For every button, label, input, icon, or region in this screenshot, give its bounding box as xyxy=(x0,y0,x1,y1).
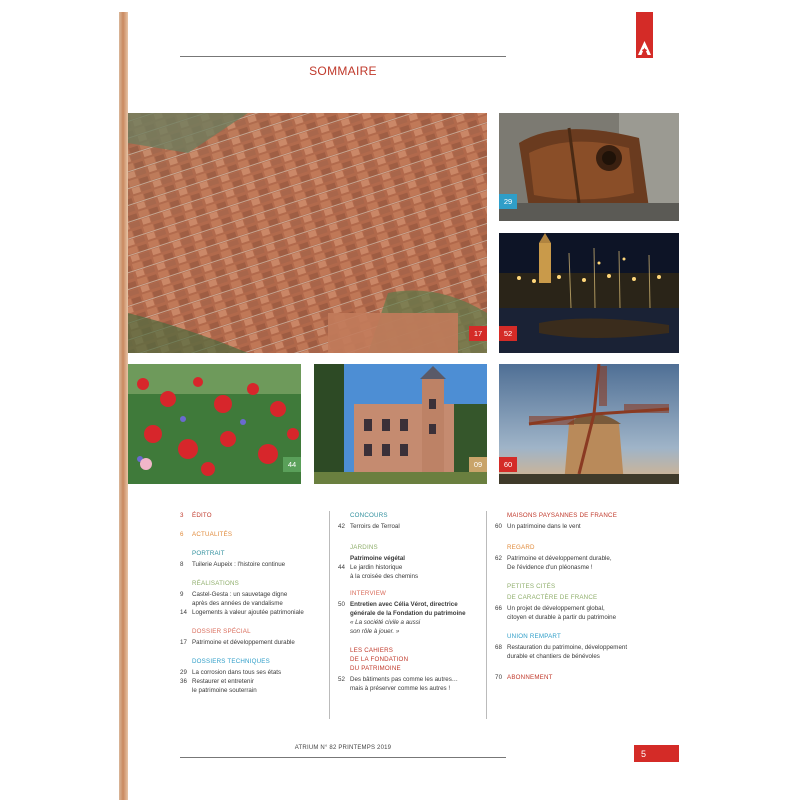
toc-section-label: DE LA FONDATION xyxy=(350,656,409,663)
toc-section-label: PETITES CITÉS xyxy=(507,583,556,590)
binding-spine xyxy=(119,12,128,800)
toc-entry-text: durable et chantiers de bénévoles xyxy=(507,653,600,660)
page-badge-09: 09 xyxy=(469,457,487,472)
toc-entry-text: Entretien avec Célia Vérot, directrice xyxy=(350,601,458,608)
toc-section-regard[interactable] xyxy=(495,543,635,572)
toc-column-3 xyxy=(495,511,635,690)
toc-page-number: 14 xyxy=(180,609,187,616)
toc-section-label: ACTUALITÉS xyxy=(192,531,233,538)
toc-entry-text: mais à préserver comme les autres ! xyxy=(350,685,451,692)
toc-page-number: 60 xyxy=(495,523,502,530)
page-badge-44: 44 xyxy=(283,457,301,472)
toc-section-petites-cites[interactable] xyxy=(495,582,635,622)
toc-section-portrait[interactable] xyxy=(180,549,310,569)
toc-page-number: 52 xyxy=(338,676,345,683)
toc-section-label: DOSSIER SPÉCIAL xyxy=(192,628,251,635)
toc-section-label: CONCOURS xyxy=(350,512,388,519)
toc-section-actualites[interactable] xyxy=(180,530,310,539)
toc-entry-text: Patrimoine et développement durable xyxy=(192,639,295,646)
toc-page-number: 6 xyxy=(180,531,184,538)
toc-page-number: 62 xyxy=(495,555,502,562)
toc-entry-text: « La société civile a aussi xyxy=(350,619,421,626)
top-rule xyxy=(180,56,506,57)
toc-page-number: 70 xyxy=(495,674,503,681)
toc-page-number: 66 xyxy=(495,605,502,612)
toc-page-number: 8 xyxy=(180,561,184,568)
page-badge-17: 17 xyxy=(469,326,487,341)
toc-entry-text: Un projet de développement global, xyxy=(507,605,605,612)
toc-section-label: JARDINS xyxy=(350,544,378,551)
photo-windmill xyxy=(499,364,679,484)
toc-section-label: PORTRAIT xyxy=(192,550,225,557)
page-badge-52: 52 xyxy=(499,326,517,341)
photo-castle xyxy=(314,364,487,484)
toc-page-number: 29 xyxy=(180,669,187,676)
column-divider-2 xyxy=(486,511,487,719)
toc-page-number: 50 xyxy=(338,601,345,608)
bottom-rule xyxy=(180,757,506,758)
toc-entry-text: citoyen et durable à partir du patrimoine xyxy=(507,614,617,621)
toc-section-dossier-special[interactable] xyxy=(180,627,310,647)
a-logo-icon xyxy=(638,41,651,55)
toc-entry-text: Terroirs de Terroal xyxy=(350,523,400,530)
toc-entry-text: Patrimoine et développement durable, xyxy=(507,555,612,562)
toc-section-label: REGARD xyxy=(507,544,535,551)
toc-entry-text: Patrimoine végétal xyxy=(350,555,406,562)
toc-section-label: DE CARACTÈRE DE FRANCE xyxy=(507,594,598,601)
toc-entry-text: son rôle à jouer. » xyxy=(350,628,400,635)
toc-section-label: ÉDITO xyxy=(192,512,212,519)
toc-entry-text: Le jardin historique xyxy=(350,564,403,571)
photo-aerial-town xyxy=(128,113,487,353)
toc-section-union-rempart[interactable] xyxy=(495,632,635,661)
toc-page-number: 42 xyxy=(338,523,345,530)
page-badge-29: 29 xyxy=(499,194,517,209)
toc-section-edito[interactable] xyxy=(180,511,310,520)
toc-page-number: 3 xyxy=(180,512,184,519)
toc-entry-text: Restaurer et entretenir xyxy=(192,678,254,685)
toc-entry-text: La corrosion dans tous ses états xyxy=(192,669,282,676)
toc-entry-text: Castel-Gesta : un sauvetage digne xyxy=(192,591,288,598)
toc-page-number: 17 xyxy=(180,639,187,646)
photo-poppies xyxy=(128,364,301,484)
toc-section-abonnement[interactable] xyxy=(495,673,635,682)
toc-page-number: 68 xyxy=(495,644,502,651)
toc-page-number: 9 xyxy=(180,591,184,598)
toc-section-cahiers[interactable] xyxy=(338,646,478,693)
toc-entry-text: De l'évidence d'un pléonasme ! xyxy=(507,564,593,571)
toc-section-concours[interactable] xyxy=(338,511,478,531)
toc-section-label: DOSSIERS TECHNIQUES xyxy=(192,658,270,665)
toc-section-label: LES CAHIERS xyxy=(350,647,394,654)
toc-entry-text: après des années de vandalisme xyxy=(192,600,283,607)
toc-section-label: DU PATRIMOINE xyxy=(350,665,401,672)
toc-section-jardins[interactable] xyxy=(338,543,478,581)
publisher-logo xyxy=(636,12,653,58)
toc-column-2 xyxy=(338,511,478,701)
toc-entry-text: Tuilerie Aupeix : l'histoire continue xyxy=(192,561,286,568)
issue-footer: ATRIUM N° 82 PRINTEMPS 2019 xyxy=(294,745,392,751)
toc-entry-text: à la croisée des chemins xyxy=(350,573,419,580)
toc-section-label: UNION REMPART xyxy=(507,633,561,640)
photo-rusty-object xyxy=(499,113,679,221)
toc-entry-text: le patrimoine souterrain xyxy=(192,687,257,694)
toc-section-label: RÉALISATIONS xyxy=(192,580,239,587)
toc-entry-text: Un patrimoine dans le vent xyxy=(507,523,581,530)
toc-entry-text: Restauration du patrimoine, développement xyxy=(507,644,628,651)
page-number: 5 xyxy=(641,748,647,759)
toc-page-number: 36 xyxy=(180,678,187,685)
toc-column-1 xyxy=(180,511,310,703)
toc-section-label: MAISONS PAYSANNES DE FRANCE xyxy=(507,512,618,519)
toc-section-maisons-paysannes[interactable] xyxy=(495,511,635,531)
toc-section-dossiers-techniques[interactable] xyxy=(180,657,310,695)
toc-entry-text: Des bâtiments pas comme les autres… xyxy=(350,676,458,683)
toc-section-label: INTERVIEW xyxy=(350,590,387,597)
page-number-box xyxy=(634,745,679,762)
page-badge-60: 60 xyxy=(499,457,517,472)
toc-section-interview[interactable] xyxy=(338,589,478,636)
page-title: SOMMAIRE xyxy=(309,64,377,78)
toc-section-label: ABONNEMENT xyxy=(507,674,553,681)
photo-night-port xyxy=(499,233,679,353)
toc-page-number: 44 xyxy=(338,564,345,571)
column-divider-1 xyxy=(329,511,330,719)
toc-entry-text: Logements à valeur ajoutée patrimoniale xyxy=(192,609,304,616)
toc-section-realisations[interactable] xyxy=(180,579,310,617)
toc-entry-text: générale de la Fondation du patrimoine xyxy=(350,610,466,617)
